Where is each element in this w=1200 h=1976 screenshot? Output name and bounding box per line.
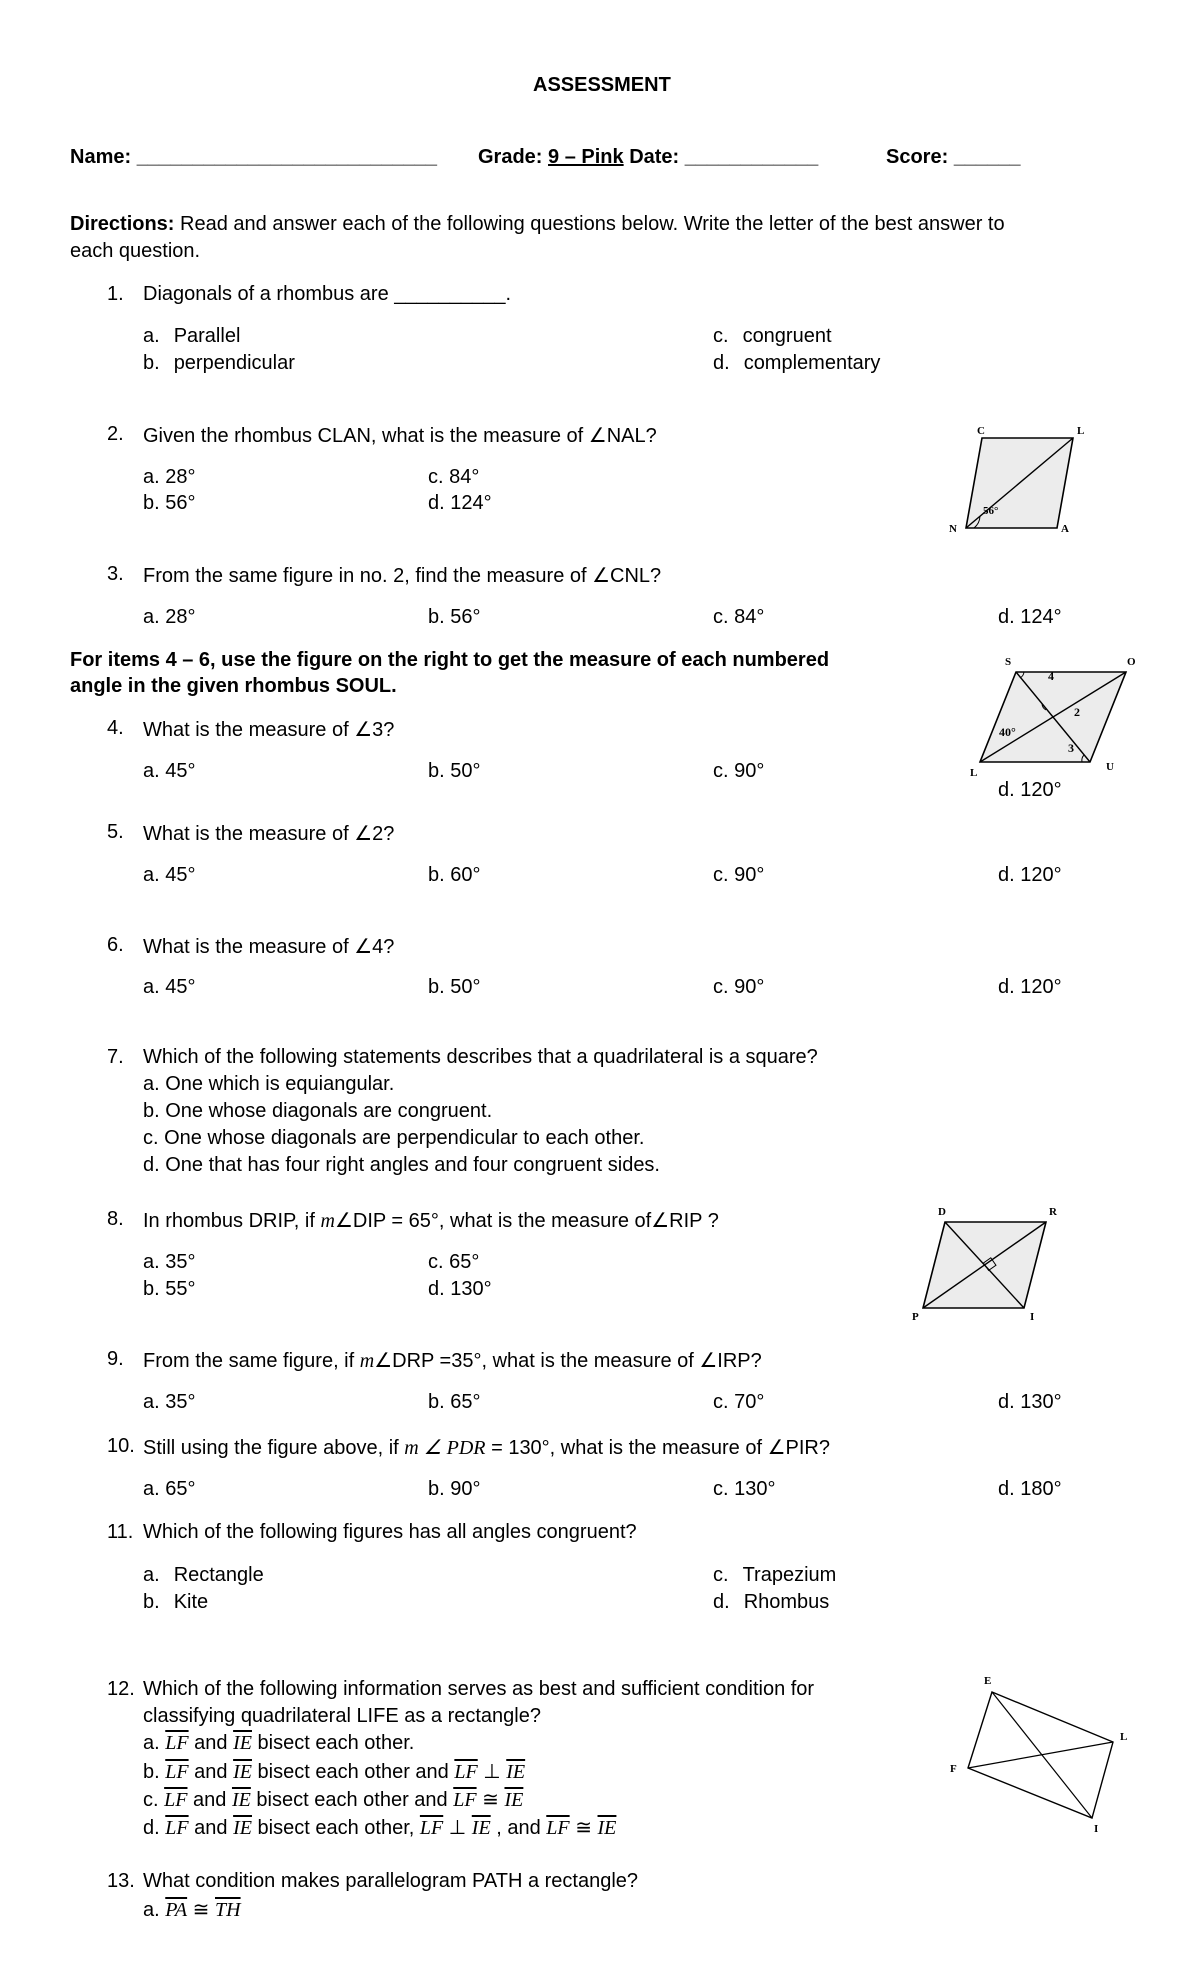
segment-ie: $\overline{IE}$ [233, 1761, 252, 1783]
q1-choice-b[interactable] [143, 352, 295, 375]
q8-text-rest: ∠DIP = 65°, what is the measure of∠RIP ? [334, 1210, 719, 1232]
name-blank[interactable]: ___________________________ [136, 146, 438, 168]
q6-choice-d[interactable]: d. 120° [998, 976, 1062, 998]
q13-text: What condition makes parallelogram PATH a rectangle? [143, 1870, 639, 1892]
choice-text: congruent [742, 325, 832, 347]
q5-number: 5. [107, 821, 124, 843]
q10-text [143, 1435, 830, 1460]
q10-choice-d[interactable]: d. 180° [998, 1478, 1062, 1500]
rhombus-soul-figure [960, 650, 1145, 780]
q8-text [143, 1208, 719, 1233]
vertex-l: L [970, 767, 978, 779]
conjunction: and [194, 1761, 228, 1783]
q5-choice-c[interactable]: c. 90° [713, 864, 765, 886]
q4-text: What is the measure of ∠3? [143, 719, 395, 741]
q8-choice-c[interactable]: c. 65° [428, 1251, 480, 1273]
choice-text: Rectangle [173, 1564, 264, 1586]
segment-ie: $\overline{IE}$ [233, 1817, 252, 1839]
q8-measure-symbol: m [320, 1210, 335, 1232]
q10-number: 10. [107, 1435, 135, 1457]
grade-value: 9 – Pink [548, 146, 624, 168]
vertex-l: L [1120, 1731, 1128, 1743]
choice-text: Kite [173, 1591, 209, 1613]
choice-letter: a. [143, 325, 160, 347]
vertex-c: C [977, 425, 985, 437]
q9-number: 9. [107, 1348, 124, 1370]
q9-choice-b[interactable]: b. 65° [428, 1391, 481, 1413]
q8-text-pre: In rhombus DRIP, if [143, 1210, 315, 1232]
segment-lf: $\overline{LF}$ [546, 1817, 570, 1839]
vertex-f: F [950, 1763, 957, 1775]
segment-lf: $\overline{LF}$ [165, 1732, 189, 1754]
q3-choice-c[interactable]: c. 84° [713, 606, 765, 628]
vertex-n: N [949, 523, 957, 535]
choice-text: bisect each other, [257, 1817, 415, 1839]
congruent-symbol: ≅ [575, 1817, 592, 1839]
segment-ie: $\overline{IE}$ [504, 1789, 524, 1811]
q4-choice-a[interactable]: a. 45° [143, 760, 196, 782]
score-label: Score: [886, 146, 949, 168]
angle-2-label: 2 [1074, 705, 1080, 719]
q9-text [143, 1348, 762, 1373]
choice-letter: d. [143, 1817, 160, 1839]
choice-letter: c. [713, 325, 729, 347]
q7-choice-b[interactable]: b. One whose diagonals are congruent. [143, 1100, 493, 1122]
vertex-i: I [1094, 1823, 1099, 1835]
q3-choice-d[interactable]: d. 124° [998, 606, 1062, 628]
vertex-l: L [1077, 425, 1085, 437]
q2-choice-b[interactable]: b. 56° [143, 492, 196, 514]
q1-text: Diagonals of a rhombus are __________. [143, 283, 512, 305]
choice-text: Rhombus [743, 1591, 830, 1613]
q10-text-pre: Still using the figure above, if [143, 1437, 399, 1459]
vertex-e: E [984, 1675, 992, 1687]
q2-choice-c[interactable]: c. 84° [428, 466, 480, 488]
choice-text: Trapezium [742, 1564, 837, 1586]
q12-choice-b[interactable] [143, 1759, 525, 1784]
directions [70, 213, 1005, 236]
q13-choice-a[interactable] [143, 1897, 241, 1922]
angle-40-label: 40° [999, 725, 1016, 739]
directions-label: Directions: [70, 213, 175, 235]
q11-choice-d[interactable] [713, 1591, 829, 1614]
grade-row [478, 146, 818, 169]
q4-number: 4. [107, 717, 124, 739]
segment-pa: $\overline{PA}$ [165, 1899, 188, 1921]
vertex-i: I [1030, 1311, 1035, 1320]
q3-choice-a[interactable]: a. 28° [143, 606, 196, 628]
choice-letter: b. [143, 1591, 160, 1613]
q2-choice-a[interactable]: a. 28° [143, 466, 196, 488]
q10-choice-b[interactable]: b. 90° [428, 1478, 481, 1500]
segment-th: $\overline{TH}$ [215, 1899, 241, 1921]
date-blank[interactable]: ____________ [684, 146, 819, 168]
page-title: ASSESSMENT [533, 74, 671, 96]
q10-text-rest: = 130°, what is the measure of ∠PIR? [491, 1437, 830, 1459]
q9-measure-symbol: m [359, 1350, 375, 1372]
q7-text: Which of the following statements describes that a quadrilateral is a square? [143, 1046, 818, 1068]
q7-number: 7. [107, 1046, 124, 1068]
q2-number: 2. [107, 423, 124, 445]
angle-4-label: 4 [1048, 669, 1054, 683]
q12-choice-c[interactable] [143, 1787, 523, 1812]
segment-lf: $\overline{LF}$ [164, 1789, 188, 1811]
q3-text: From the same figure in no. 2, find the measure of ∠CNL? [143, 565, 662, 587]
q4-choice-b[interactable]: b. 50° [428, 760, 481, 782]
q11-choice-b[interactable] [143, 1591, 208, 1614]
q4-choice-c[interactable]: c. 90° [713, 760, 765, 782]
score-blank[interactable]: ______ [953, 146, 1021, 168]
choice-text: bisect each other and [256, 1789, 448, 1811]
segment-lf: $\overline{LF}$ [165, 1817, 189, 1839]
q6-text: What is the measure of ∠4? [143, 936, 395, 958]
q6-choice-c[interactable]: c. 90° [713, 976, 765, 998]
choice-text: Parallel [173, 325, 241, 347]
q8-choice-b[interactable]: b. 55° [143, 1278, 196, 1300]
q2-text: Given the rhombus CLAN, what is the measure of ∠NAL? [143, 425, 657, 447]
q2-choice-d[interactable]: d. 124° [428, 492, 492, 514]
rhombus-drip-figure [905, 1200, 1075, 1320]
choice-letter: d. [713, 1591, 730, 1613]
segment-lf: $\overline{LF}$ [419, 1817, 444, 1839]
choice-text: complementary [743, 352, 881, 374]
conjunction: and [193, 1789, 227, 1811]
perpendicular-symbol: ⊥ [448, 1817, 467, 1839]
q6-choice-a[interactable]: a. 45° [143, 976, 196, 998]
q3-number: 3. [107, 563, 124, 585]
choice-letter: a. [143, 1899, 160, 1921]
rhombus-clan-figure [940, 420, 1100, 535]
q6-number: 6. [107, 934, 124, 956]
q7-choice-c[interactable]: c. One whose diagonals are perpendicular to each other. [143, 1127, 645, 1149]
directions-text-1: Read and answer each of the following questions below. Write the letter of the best answer to [180, 213, 1005, 235]
q11-choice-a[interactable] [143, 1564, 264, 1587]
congruent-symbol: ≅ [482, 1789, 499, 1811]
name-row [70, 146, 437, 169]
q10-measure-expression: m ∠ PDR [404, 1437, 486, 1459]
conjunction: and [194, 1732, 228, 1754]
q5-choice-a[interactable]: a. 45° [143, 864, 196, 886]
q9-text-rest: ∠DRP =35°, what is the measure of ∠IRP? [374, 1350, 762, 1372]
conjunction: , and [496, 1817, 541, 1839]
items-4-6-instruction-2: angle in the given rhombus SOUL. [70, 675, 397, 697]
q12-choice-a[interactable] [143, 1732, 414, 1755]
segment-ie: $\overline{IE}$ [233, 1732, 252, 1754]
date-label: Date: [629, 146, 680, 168]
angle-3-label: 3 [1068, 741, 1074, 755]
choice-letter: c. [713, 1564, 729, 1586]
q12-text-2: classifying quadrilateral LIFE as a rectangle? [143, 1705, 541, 1727]
choice-text: bisect each other. [257, 1732, 415, 1754]
vertex-r: R [1049, 1206, 1057, 1218]
q1-choice-d[interactable] [713, 352, 880, 375]
q10-choice-a[interactable]: a. 65° [143, 1478, 196, 1500]
q1-choice-a[interactable] [143, 325, 240, 348]
segment-lf: $\overline{LF}$ [165, 1761, 189, 1783]
q6-choice-b[interactable]: b. 50° [428, 976, 481, 998]
q11-choice-c[interactable] [713, 1564, 836, 1587]
q12-choice-d[interactable] [143, 1815, 616, 1840]
perpendicular-symbol: ⊥ [483, 1761, 501, 1783]
q9-choice-a[interactable]: a. 35° [143, 1391, 196, 1413]
q11-text: Which of the following figures has all angles congruent? [143, 1521, 637, 1543]
q5-choice-d[interactable]: d. 120° [998, 864, 1062, 886]
q11-number: 11. [107, 1521, 134, 1543]
vertex-a: A [1061, 523, 1069, 535]
q5-choice-b[interactable]: b. 60° [428, 864, 481, 886]
score-row [886, 146, 1021, 169]
vertex-p: P [912, 1311, 919, 1320]
choice-letter: b. [143, 352, 160, 374]
segment-lf: $\overline{LF}$ [453, 1789, 477, 1811]
q4-choice-d[interactable]: d. 120° [998, 779, 1062, 801]
directions-text-2: each question. [70, 240, 201, 262]
q12-number: 12. [107, 1678, 135, 1700]
choice-letter: a. [143, 1732, 160, 1754]
items-4-6-instruction-1: For items 4 – 6, use the figure on the right to get the measure of each numbered [70, 649, 830, 671]
segment-ie: $\overline{IE}$ [231, 1789, 251, 1811]
choice-letter: b. [143, 1761, 160, 1783]
conjunction: and [194, 1817, 228, 1839]
choice-letter: c. [143, 1789, 159, 1811]
name-label: Name: [70, 146, 132, 168]
vertex-s: S [1005, 656, 1012, 668]
vertex-u: U [1106, 761, 1114, 773]
q13-number: 13. [107, 1870, 135, 1892]
q8-number: 8. [107, 1208, 124, 1230]
q7-choice-a[interactable]: a. One which is equiangular. [143, 1073, 395, 1095]
segment-ie: $\overline{IE}$ [597, 1817, 617, 1839]
segment-ie: $\overline{IE}$ [471, 1817, 491, 1839]
quadrilateral-life-figure [940, 1670, 1140, 1835]
choice-text: bisect each other and [257, 1761, 449, 1783]
q3-choice-b[interactable]: b. 56° [428, 606, 481, 628]
choice-letter: d. [713, 352, 730, 374]
segment-lf: $\overline{LF}$ [454, 1761, 478, 1783]
vertex-o: O [1127, 656, 1136, 668]
q12-text-1: Which of the following information serves as best and sufficient condition for [143, 1678, 815, 1700]
q9-text-pre: From the same figure, if [143, 1350, 355, 1372]
choice-text: perpendicular [173, 352, 295, 374]
angle-label: 56° [983, 505, 999, 517]
q7-choice-d[interactable]: d. One that has four right angles and four congruent sides. [143, 1154, 660, 1176]
q5-text: What is the measure of ∠2? [143, 823, 395, 845]
q8-choice-a[interactable]: a. 35° [143, 1251, 196, 1273]
q10-choice-c[interactable]: c. 130° [713, 1478, 776, 1500]
q1-choice-c[interactable] [713, 325, 832, 348]
q8-choice-d[interactable]: d. 130° [428, 1278, 492, 1300]
congruent-symbol: ≅ [192, 1899, 210, 1921]
q9-choice-c[interactable]: c. 70° [713, 1391, 765, 1413]
choice-letter: a. [143, 1564, 160, 1586]
q1-number: 1. [107, 283, 124, 305]
grade-label: Grade: [478, 146, 543, 168]
vertex-d: D [938, 1206, 946, 1218]
q9-choice-d[interactable]: d. 130° [998, 1391, 1062, 1413]
segment-ie: $\overline{IE}$ [506, 1761, 526, 1783]
